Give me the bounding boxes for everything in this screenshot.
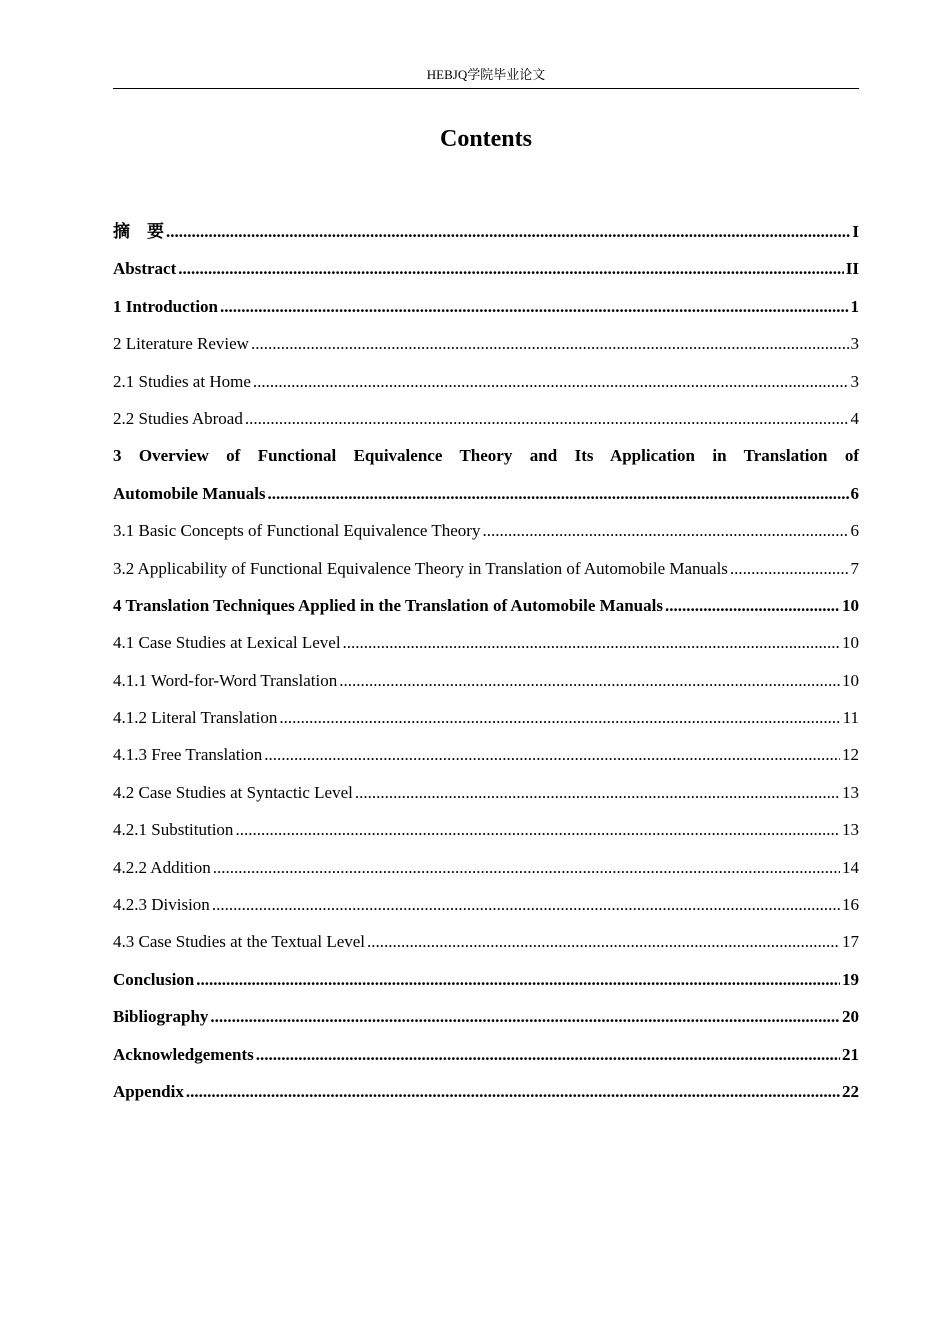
toc-entry-basic-concepts[interactable] (113, 517, 859, 554)
toc-entry-chinese-abstract[interactable] (113, 218, 859, 255)
toc-dot-leader (245, 405, 849, 432)
toc-page-number: 6 (850, 483, 859, 503)
toc-dot-leader (178, 255, 844, 282)
toc-entry-lexical-level[interactable] (113, 629, 859, 666)
toc-page-number: II (845, 259, 859, 279)
table-of-contents (113, 218, 859, 1115)
page-header: HEBJQ学院毕业论文 (426, 67, 546, 82)
toc-page-number: 16 (842, 895, 859, 915)
toc-entry-label: Conclusion (113, 969, 195, 989)
toc-dot-leader (256, 1041, 840, 1068)
toc-entry-conclusion[interactable] (113, 966, 859, 1003)
toc-entry-syntactic-level[interactable] (113, 779, 859, 816)
toc-entry-label: 4.2.1 Substitution (113, 820, 234, 840)
toc-dot-leader (339, 667, 840, 694)
toc-entry-label: 4.1 Case Studies at Lexical Level (113, 633, 341, 653)
toc-dot-leader (186, 1078, 840, 1105)
toc-page-number: 19 (842, 969, 859, 989)
toc-entry-division[interactable] (113, 891, 859, 928)
toc-entry-applicability[interactable] (113, 555, 859, 592)
toc-page-number: I (852, 222, 859, 241)
toc-entry-label: 4.1.2 Literal Translation (113, 708, 278, 728)
toc-dot-leader (355, 779, 840, 806)
toc-page-number: 10 (842, 670, 859, 690)
toc-entry-acknowledgements[interactable] (113, 1041, 859, 1078)
toc-dot-leader (343, 629, 840, 656)
toc-dot-leader (279, 704, 840, 731)
toc-entry-label: 4.2 Case Studies at Syntactic Level (113, 782, 353, 802)
toc-page-number: 3 (850, 371, 859, 391)
toc-entry-translation-techniques[interactable] (113, 592, 859, 629)
toc-entry-substitution[interactable] (113, 816, 859, 853)
toc-dot-leader (220, 293, 848, 320)
toc-page-number: 22 (842, 1082, 859, 1101)
header-rule (113, 88, 859, 89)
toc-entry-label: Bibliography (113, 1007, 209, 1027)
toc-page-number: 4 (850, 408, 859, 428)
toc-dot-leader (264, 741, 840, 768)
toc-dot-leader (367, 928, 840, 955)
toc-dot-leader (210, 1003, 840, 1030)
toc-dot-leader (235, 816, 840, 843)
toc-entry-label: 4.3 Case Studies at the Textual Level (113, 932, 366, 952)
toc-page-number: 17 (842, 932, 859, 952)
toc-dot-leader (665, 592, 840, 619)
toc-dot-leader (730, 555, 849, 582)
toc-page-number: 7 (850, 558, 859, 578)
toc-dot-leader (251, 330, 849, 357)
toc-entry-studies-at-home[interactable] (113, 368, 859, 405)
page-title: Contents (439, 126, 532, 152)
toc-page-number: 13 (842, 782, 859, 802)
toc-entry-label: 摘 要 (113, 222, 164, 241)
toc-entry-label: 1 Introduction (113, 296, 219, 316)
toc-entry-bibliography[interactable] (113, 1003, 859, 1040)
toc-entry-label: 2 Literature Review (113, 334, 249, 354)
toc-page-number: 12 (842, 745, 859, 765)
toc-entry-abstract[interactable] (113, 255, 859, 292)
toc-entry-label: 4 Translation Techniques Applied in the Translation of Automobile Manuals (113, 595, 663, 615)
toc-entry-literal-translation[interactable] (113, 704, 859, 741)
toc-dot-leader (212, 891, 840, 918)
toc-entry-label: Appendix (113, 1082, 184, 1101)
toc-page-number: 21 (842, 1044, 859, 1064)
toc-entry-appendix[interactable] (113, 1078, 859, 1115)
toc-page-number: 13 (842, 820, 859, 840)
toc-entry-label: 3.1 Basic Concepts of Functional Equivalence Theory (113, 521, 481, 541)
toc-entry-label: 2.2 Studies Abroad (113, 408, 243, 428)
toc-page-number: 10 (842, 595, 859, 615)
toc-page-number: 10 (842, 633, 859, 653)
toc-entry-label: 4.1.3 Free Translation (113, 745, 263, 765)
toc-page-number: 6 (850, 521, 859, 541)
toc-entry-label-line1: 3 Overview of Functional Equivalence Theory and Its Application in Translation of (113, 446, 859, 466)
toc-entry-label: Acknowledgements (113, 1044, 254, 1064)
toc-page-number: 3 (850, 334, 859, 354)
toc-dot-leader (196, 966, 840, 993)
toc-dot-leader (213, 854, 840, 881)
toc-entry-label: 3.2 Applicability of Functional Equivalence Theory in Translation of Automobile Manuals (113, 558, 728, 578)
toc-entry-literature-review[interactable] (113, 330, 859, 367)
toc-page-number: 20 (842, 1007, 859, 1027)
toc-entry-word-for-word[interactable] (113, 667, 859, 704)
toc-page-number: 1 (850, 296, 859, 316)
toc-entry-label: 2.1 Studies at Home (113, 371, 251, 391)
toc-entry-label: Automobile Manuals (113, 483, 266, 503)
toc-entry-label: Abstract (113, 259, 177, 279)
toc-page-number: 14 (842, 857, 859, 877)
toc-entry-free-translation[interactable] (113, 741, 859, 778)
toc-entry-label: 4.1.1 Word-for-Word Translation (113, 670, 338, 690)
toc-dot-leader (253, 368, 849, 395)
toc-entry-textual-level[interactable] (113, 928, 859, 965)
toc-entry-studies-abroad[interactable] (113, 405, 859, 442)
toc-entry-label: 4.2.2 Addition (113, 857, 211, 877)
toc-dot-leader (482, 517, 848, 544)
toc-dot-leader (268, 480, 849, 507)
toc-dot-leader (166, 218, 850, 245)
toc-entry-introduction[interactable] (113, 293, 859, 330)
toc-entry-addition[interactable] (113, 854, 859, 891)
toc-entry-label: 4.2.3 Division (113, 895, 210, 915)
toc-entry-functional-equivalence-overview[interactable] (113, 442, 859, 517)
toc-page-number: 11 (842, 708, 859, 728)
